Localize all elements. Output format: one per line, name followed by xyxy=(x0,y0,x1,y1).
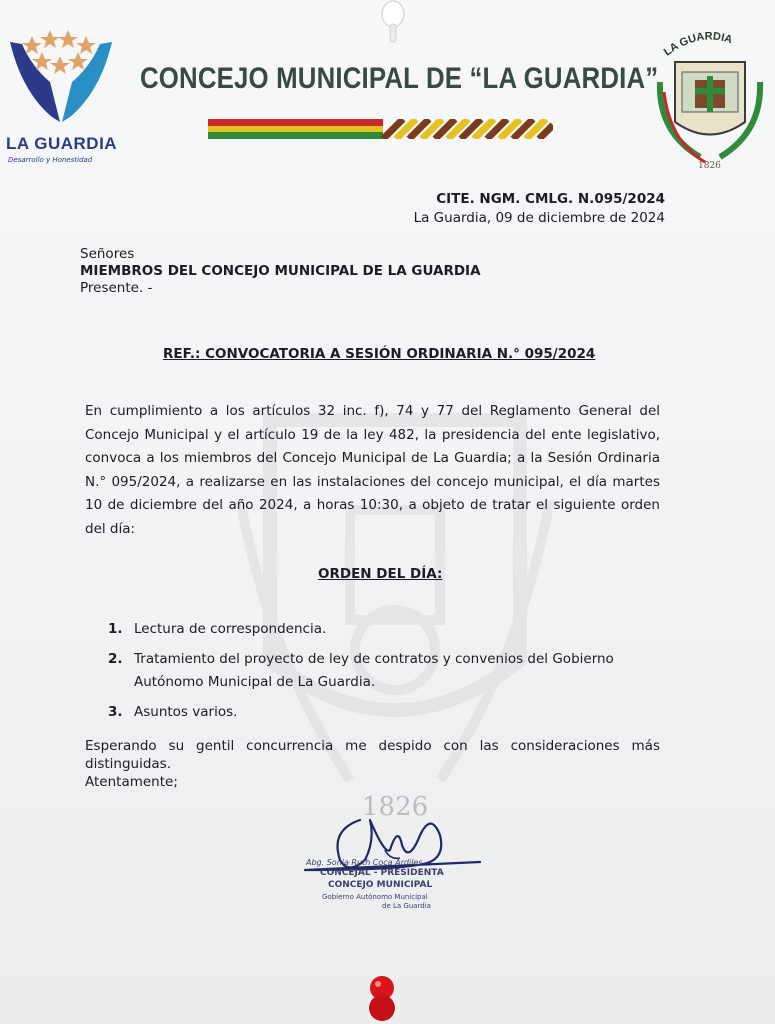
stamp-name: Abg. Sonia Ruth Coca Ardiles xyxy=(306,858,423,867)
agenda-item-number: 1. xyxy=(108,621,123,637)
reference-line: REF.: CONVOCATORIA A SESIÓN ORDINARIA N.° 095/2024 xyxy=(163,346,596,362)
present-line: Presente. - xyxy=(80,280,153,296)
logo-brand-text: LA GUARDIA xyxy=(6,134,118,153)
recipients: MIEMBROS DEL CONCEJO MUNICIPAL DE LA GUARDIA xyxy=(80,263,481,279)
cite-number: CITE. NGM. CMLG. N.095/2024 xyxy=(436,191,665,207)
agenda-title: ORDEN DEL DÍA: xyxy=(318,566,443,582)
la-guardia-logo xyxy=(2,22,120,167)
agenda-list xyxy=(108,618,648,731)
page-title: CONCEJO MUNICIPAL DE “LA GUARDIA” xyxy=(140,62,659,95)
agenda-item-number: 3. xyxy=(108,704,123,720)
pushpin-icon xyxy=(378,0,408,48)
stamp-gov-2: de La Guardia xyxy=(382,902,431,910)
stamp-role: CONCEJAL - PRESIDENTA xyxy=(320,868,444,878)
addressee-block xyxy=(80,246,481,297)
svg-text:1826: 1826 xyxy=(698,161,721,171)
stamp-org: CONCEJO MUNICIPAL xyxy=(328,880,433,890)
body-paragraph: En cumplimiento a los artículos 32 inc. f), 74 y 77 del Reglamento General del Concejo Municipal y el artículo 19 de la ley 482, la presidencia del ente legislativo, convoca a los miembros del Concejo Municipal de La Guardia; a la Sesión Ordinaria N.° 095/2024, a realizarse en las instalaciones del concejo municipal, el día martes 10 de diciembre del año 2024, a horas 10:30, a objeto de tratar el siguiente orden del día: xyxy=(85,403,660,537)
municipal-shield-icon xyxy=(650,22,770,172)
agenda-item xyxy=(108,618,648,641)
stamp-gov: Gobierno Autónomo Municipal xyxy=(322,893,428,901)
agenda-item-number: 2. xyxy=(108,651,123,667)
flag-stripe-icon xyxy=(208,119,553,139)
place-date: La Guardia, 09 de diciembre de 2024 xyxy=(413,210,665,226)
cite-block xyxy=(414,190,665,228)
red-pushpin-icon xyxy=(365,974,399,1024)
watermark-year: 1826 xyxy=(362,792,429,822)
agenda-item-text: Lectura de correspondencia. xyxy=(134,621,327,637)
logo-tagline: Desarrollo y Honestidad xyxy=(8,156,93,164)
svg-text:LA GUARDIA: LA GUARDIA xyxy=(661,30,734,59)
agenda-item xyxy=(108,648,648,694)
salutation: Señores xyxy=(80,246,135,262)
agenda-item-text: Tratamiento del proyecto de ley de contratos y convenios del Gobierno Autónomo Municipal de La Guardia. xyxy=(134,651,614,690)
signoff: Atentamente; xyxy=(85,774,178,790)
hands-stars-icon xyxy=(2,22,120,132)
closing-text: Esperando su gentil concurrencia me despido con las consideraciones más distinguidas. xyxy=(85,738,660,772)
closing-block xyxy=(85,737,660,791)
municipal-shield-logo xyxy=(650,22,770,172)
agenda-item xyxy=(108,701,648,724)
agenda-item-text: Asuntos varios. xyxy=(134,704,238,720)
